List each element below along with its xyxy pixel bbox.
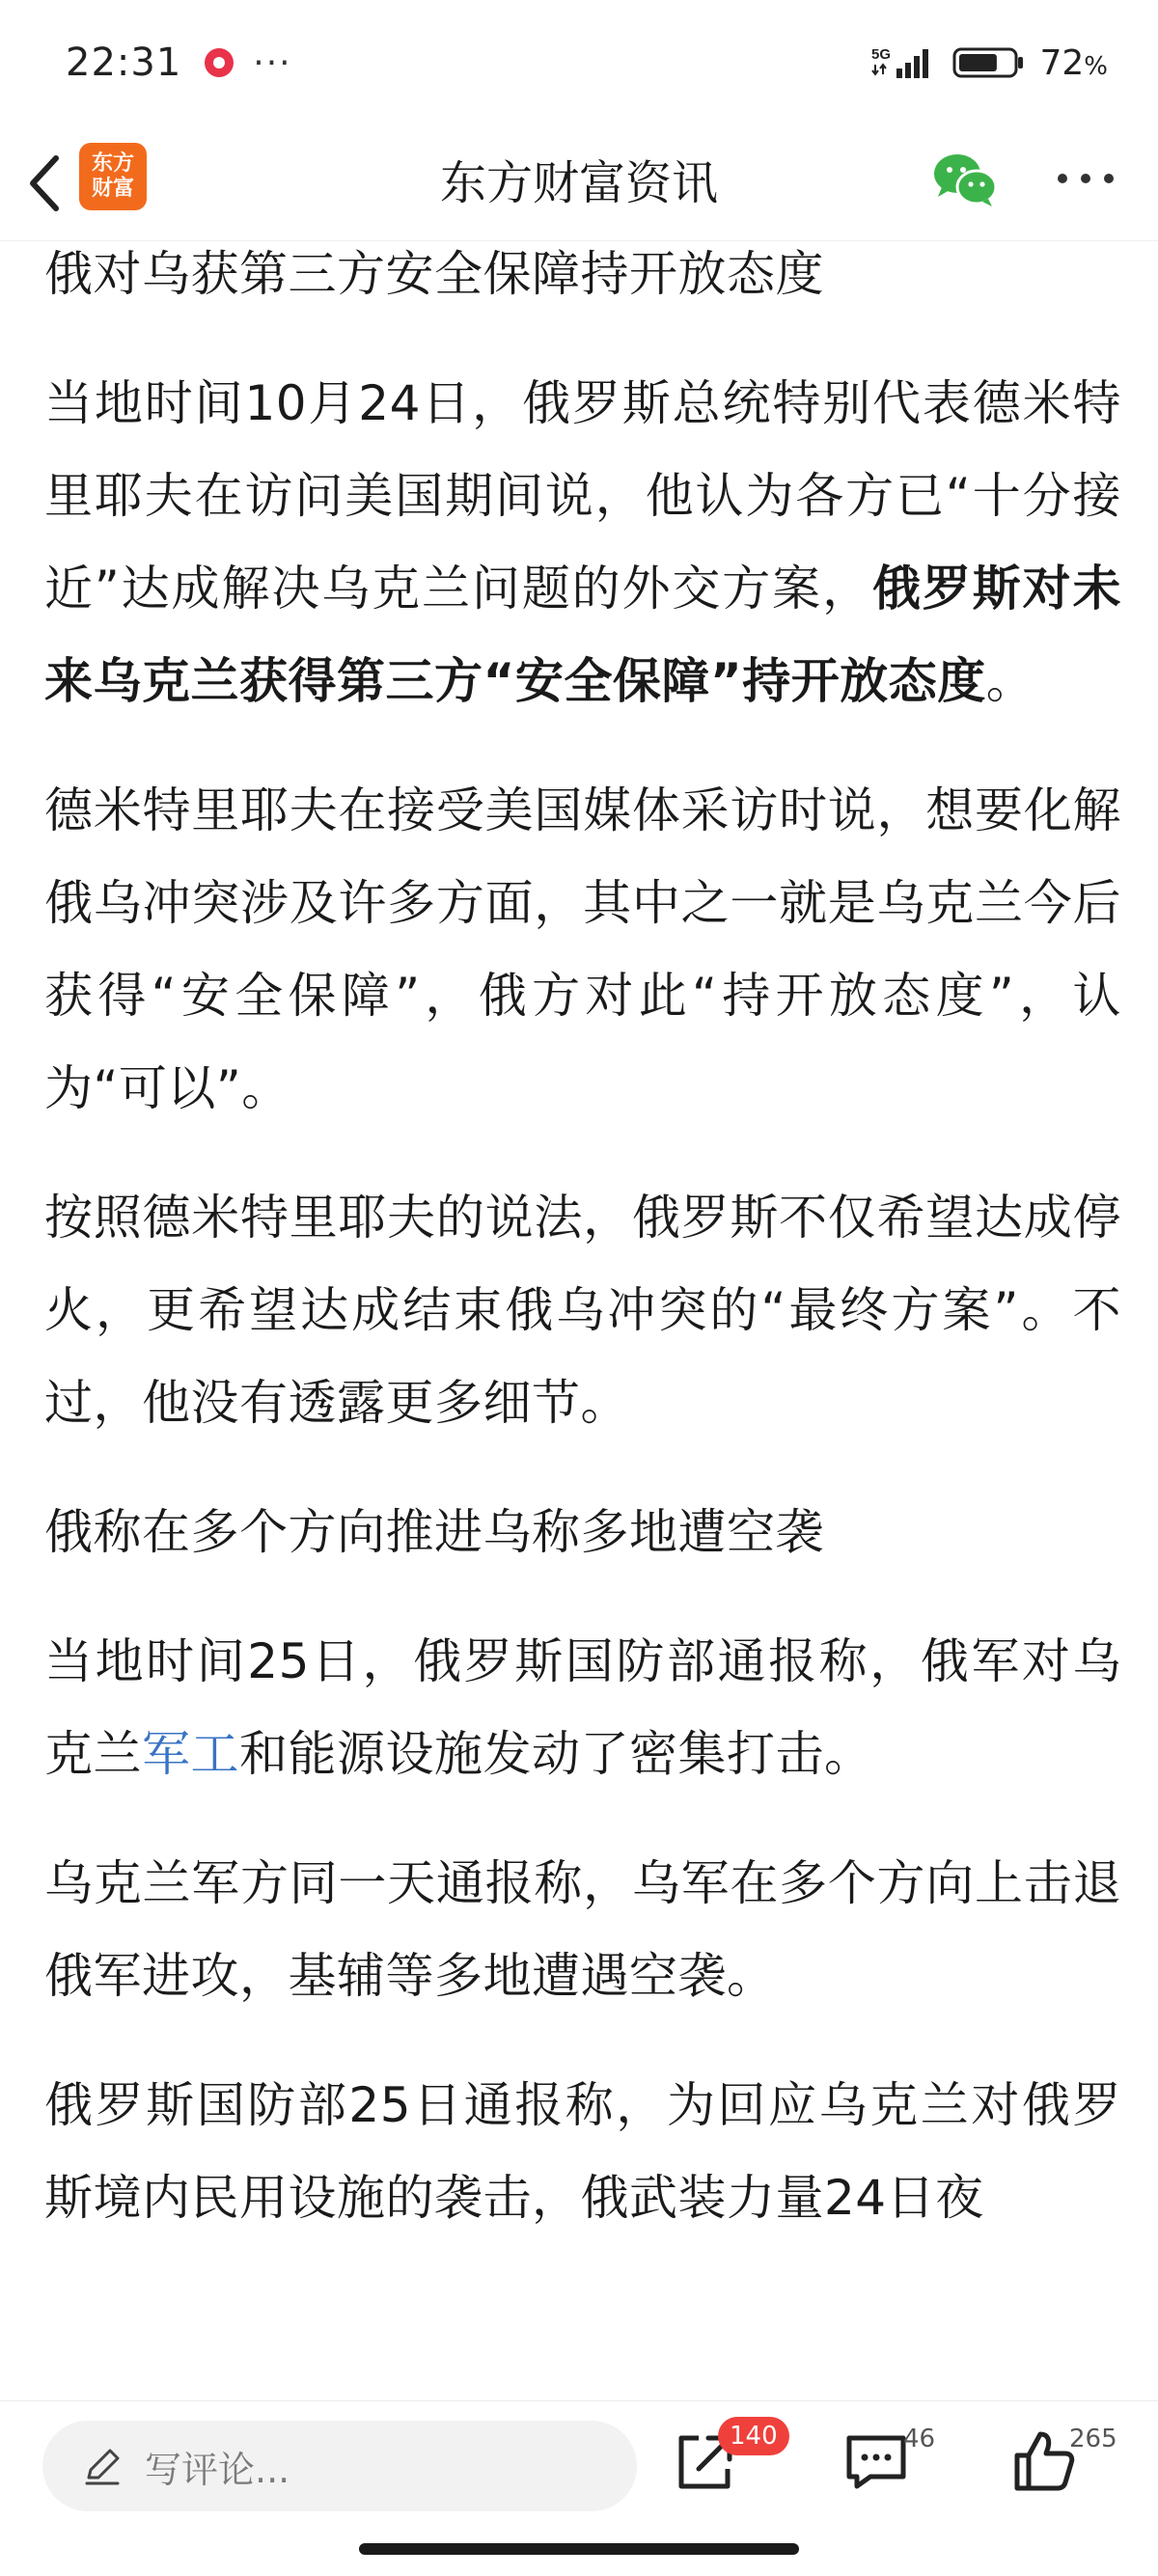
comment-placeholder: 写评论...: [145, 2448, 290, 2491]
logo-text-bottom: 财富: [91, 177, 134, 201]
section-heading: 俄称在多个方向推进乌称多地遭空袭: [44, 1504, 824, 1560]
stock-topic-link[interactable]: 军工: [142, 1726, 239, 1782]
battery-icon: [952, 43, 1026, 82]
status-bar: [0, 0, 1158, 125]
pen-icon: [81, 2445, 124, 2487]
share-count-badge: 140: [718, 2417, 789, 2455]
article-paragraph: 德米特里耶夫在接受美国媒体采访时说，想要化解俄乌冲突涉及许多方面，其中之一就是乌克兰今后获得“安全保障”，俄方对此“持开放态度”，认为“可以”。: [44, 782, 1121, 1116]
comments-button[interactable]: [841, 2425, 936, 2500]
section-heading: 俄对乌获第三方安全保障持开放态度: [44, 246, 824, 302]
like-count: 265: [1069, 2425, 1117, 2453]
article-paragraph: 按照德米特里耶夫的说法，俄罗斯不仅希望达成停火，更希望达成结束俄乌冲突的“最终方案”。不过，他没有透露更多细节。: [44, 1190, 1121, 1431]
comment-input[interactable]: [42, 2421, 637, 2511]
comment-icon: [841, 2426, 911, 2496]
article-body: [44, 241, 1121, 2402]
screen-record-icon: [203, 46, 235, 79]
signal-icon: [871, 43, 939, 82]
more-options-icon[interactable]: [1054, 164, 1117, 193]
page-title: 东方财富资讯: [439, 156, 718, 210]
back-arrow-icon[interactable]: [21, 152, 68, 214]
article-paragraph: 乌克兰军方同一天通报称，乌军在多个方向上击退俄军进攻，基辅等多地遭遇空袭。: [44, 1855, 1121, 2004]
article-paragraph: 俄罗斯国防部25日通报称，为回应乌克兰对俄罗斯境内民用设施的袭击，俄武装力量24日夜: [44, 2077, 1121, 2226]
status-more-icon: ···: [253, 42, 292, 83]
status-time: 22:31: [66, 41, 182, 85]
network-label: 5G: [871, 46, 892, 63]
article-paragraph: 当地时间25日，俄罗斯国防部通报称，俄军对乌克兰军工和能源设施发动了密集打击。: [44, 1633, 1121, 1782]
publisher-logo[interactable]: [79, 143, 147, 210]
comment-count: 46: [903, 2425, 936, 2453]
logo-text-top: 东方: [91, 151, 134, 176]
share-button[interactable]: [670, 2422, 778, 2500]
nav-bar: [0, 125, 1158, 241]
wechat-share-icon[interactable]: [932, 151, 998, 208]
status-right: [871, 43, 1108, 83]
article-paragraph: 当地时间10月24日，俄罗斯总统特别代表德米特里耶夫在访问美国期间说，他认为各方已“十分接近”达成解决乌克兰问题的外交方案，俄罗斯对未来乌克兰获得第三方“安全保障”持开放态度。: [44, 375, 1121, 709]
bold-highlight: 俄罗斯对未来乌克兰获得第三方“安全保障”持开放态度: [44, 561, 1121, 709]
home-indicator[interactable]: [359, 2543, 799, 2555]
like-button[interactable]: [1009, 2425, 1117, 2500]
battery-percent: 72%: [1039, 42, 1108, 83]
